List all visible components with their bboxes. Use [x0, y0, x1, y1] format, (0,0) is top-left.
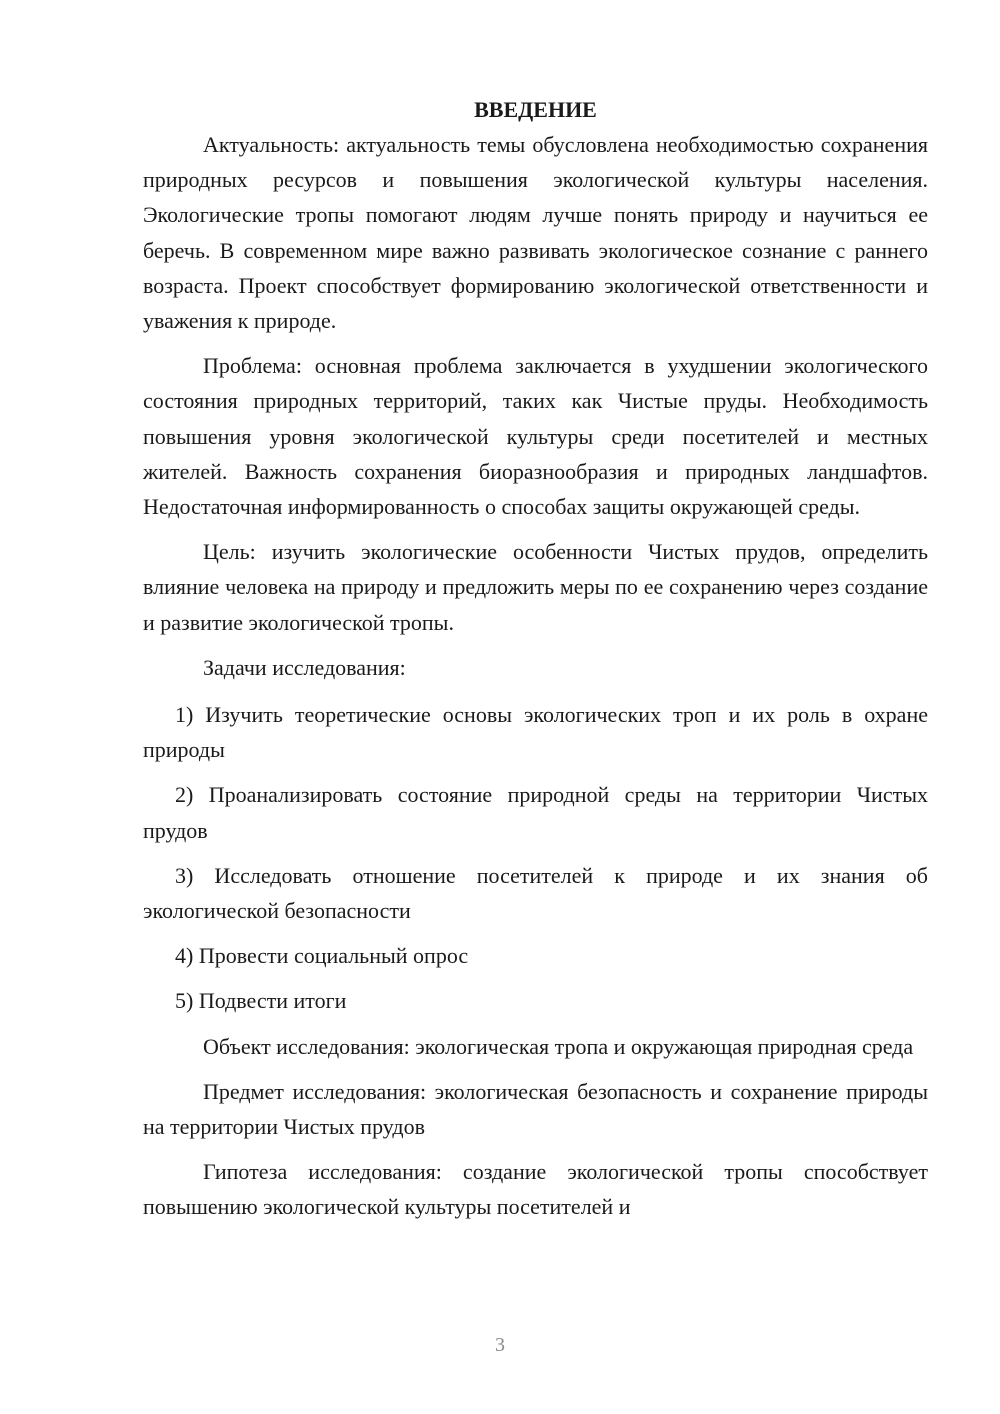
- problem-paragraph: Проблема: основная проблема заключается в ухудшении экологического состояния природных территорий, таких как Чистые пруды. Необходимость повышения уровня экологической культуры среди посетителей и местных жителей. Важность сохранения биоразнообразия и природных ландшафтов. Недостаточная информированность о способах защиты окружающей среды.: [143, 353, 928, 520]
- object-paragraph: Объект исследования: экологическая тропа и окружающая природная среда: [203, 1033, 914, 1059]
- subject-paragraph: Предмет исследования: экологическая безопасность и сохранение природы на территории Чистых прудов: [143, 1078, 928, 1140]
- goal-paragraph: Цель: изучить экологические особенности Чистых прудов, определить влияние человека на природу и предложить меры по ее сохранению через создание и развитие экологической тропы.: [143, 539, 928, 635]
- hypothesis-paragraph: Гипотеза исследования: создание экологической тропы способствует повышению экологической культуры посетителей и: [143, 1159, 928, 1220]
- page-number: 3: [495, 1334, 505, 1356]
- task-item-2: 2) Проанализировать состояние природной среды на территории Чистых прудов: [143, 782, 928, 843]
- task-item-3: 3) Исследовать отношение посетителей к природе и их знания об экологической безопасности: [143, 862, 928, 924]
- document-page: [143, 92, 928, 1235]
- task-item-1: 1) Изучить теоретические основы экологических троп и их роль в охране природы: [143, 702, 928, 763]
- task-item-5: 5) Подвести итоги: [175, 988, 347, 1014]
- relevance-paragraph: Актуальность: актуальность темы обусловлена необходимостью сохранения природных ресурсов и повышения экологической культуры населения. Экологические тропы помогают людям лучше понять природу и научиться ее беречь. В современном мире важно развивать экологическое сознание с раннего возраста. Проект способствует формированию экологической ответственности и уважения к природе.: [143, 132, 928, 334]
- task-item-4: 4) Провести социальный опрос: [175, 943, 469, 969]
- page-title: ВВЕДЕНИЕ: [474, 97, 597, 122]
- tasks-heading: Задачи исследования:: [203, 654, 406, 680]
